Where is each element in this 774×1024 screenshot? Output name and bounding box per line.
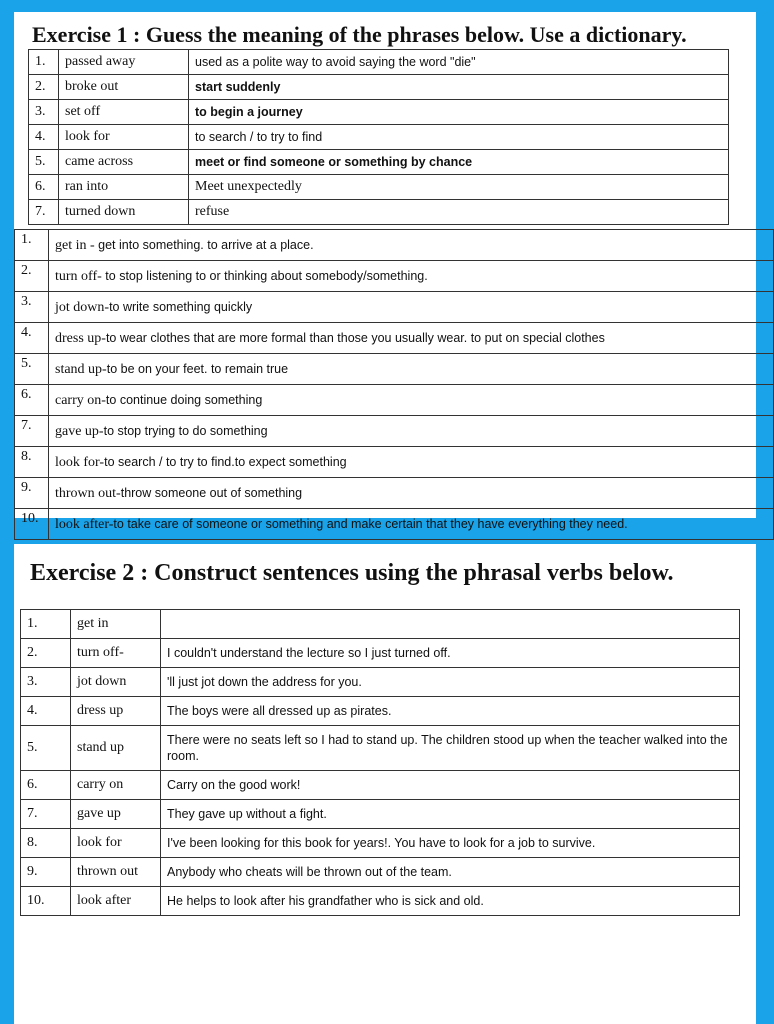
phrasal-verb-cell: get in xyxy=(71,610,161,639)
phrasal-verb-cell: stand up xyxy=(71,726,161,771)
sentence-cell: I couldn't understand the lecture so I just turned off. xyxy=(161,639,740,668)
meaning-cell: Meet unexpectedly xyxy=(189,175,729,200)
row-number: 8. xyxy=(15,447,49,478)
row-number: 1. xyxy=(29,50,59,75)
definition-cell xyxy=(49,416,774,447)
row-number: 4. xyxy=(15,323,49,354)
table-row xyxy=(15,478,774,509)
sentence-cell: There were no seats left so I had to stand up. The children stood up when the teacher walked into the room. xyxy=(161,726,740,771)
phrasal-verb-cell: dress up xyxy=(71,697,161,726)
row-number: 6. xyxy=(29,175,59,200)
table-row xyxy=(21,726,740,771)
definition-cell xyxy=(49,354,774,385)
sentence-cell: They gave up without a fight. xyxy=(161,800,740,829)
table-row xyxy=(29,150,729,175)
row-number: 7. xyxy=(29,200,59,225)
table-row xyxy=(21,697,740,726)
phrasal-verb-cell: look after xyxy=(71,887,161,916)
meaning-cell: start suddenly xyxy=(189,75,729,100)
definition-cell xyxy=(49,292,774,323)
table-row xyxy=(15,323,774,354)
phrasal-verb-cell: carry on xyxy=(71,771,161,800)
definition-text: throw someone out of something xyxy=(120,486,303,500)
row-number: 8. xyxy=(21,829,71,858)
table-row xyxy=(15,385,774,416)
row-number: 2. xyxy=(29,75,59,100)
table-row xyxy=(21,829,740,858)
phrase-cell: ran into xyxy=(59,175,189,200)
table-row xyxy=(21,887,740,916)
row-number: 2. xyxy=(21,639,71,668)
definition-phrase: get in - xyxy=(55,238,99,253)
table-row xyxy=(21,639,740,668)
definition-cell xyxy=(49,385,774,416)
row-number: 5. xyxy=(21,726,71,771)
definition-text: to stop trying to do something xyxy=(103,424,268,438)
sentence-cell: The boys were all dressed up as pirates. xyxy=(161,697,740,726)
table-row xyxy=(29,200,729,225)
phrasal-verb-cell: jot down xyxy=(71,668,161,697)
definition-cell xyxy=(49,447,774,478)
row-number: 3. xyxy=(15,292,49,323)
definition-text: to search / to try to find.to expect something xyxy=(104,455,347,469)
definition-phrase: stand up- xyxy=(55,362,107,377)
row-number: 3. xyxy=(29,100,59,125)
definition-cell xyxy=(49,509,774,540)
exercise-1-meanings-table xyxy=(28,49,729,225)
definition-text: to wear clothes that are more formal than those you usually wear. to put on special clothes xyxy=(105,331,605,345)
sentence-cell: 'll just jot down the address for you. xyxy=(161,668,740,697)
definition-phrase: look for- xyxy=(55,455,105,470)
row-number: 7. xyxy=(15,416,49,447)
phrase-cell: broke out xyxy=(59,75,189,100)
sentence-cell: He helps to look after his grandfather who is sick and old. xyxy=(161,887,740,916)
row-number: 3. xyxy=(21,668,71,697)
meaning-cell: meet or find someone or something by chance xyxy=(189,150,729,175)
exercise-1-panel xyxy=(14,12,756,532)
row-number: 6. xyxy=(15,385,49,416)
row-number: 5. xyxy=(29,150,59,175)
row-number: 2. xyxy=(15,261,49,292)
phrase-cell: look for xyxy=(59,125,189,150)
phrase-cell: came across xyxy=(59,150,189,175)
definition-cell xyxy=(49,478,774,509)
table-row xyxy=(29,175,729,200)
definition-phrase: dress up- xyxy=(55,331,106,346)
meaning-cell: to begin a journey xyxy=(189,100,729,125)
table-row xyxy=(21,858,740,887)
definition-phrase: look after- xyxy=(55,517,114,532)
table-row xyxy=(15,509,774,540)
table-row xyxy=(15,292,774,323)
sentence-cell: I've been looking for this book for years!. You have to look for a job to survive. xyxy=(161,829,740,858)
phrasal-verb-cell: gave up xyxy=(71,800,161,829)
exercise-1-definitions-table xyxy=(14,229,774,540)
table-row xyxy=(15,354,774,385)
definition-text: to stop listening to or thinking about somebody/something. xyxy=(105,269,428,283)
row-number: 4. xyxy=(29,125,59,150)
row-number: 6. xyxy=(21,771,71,800)
definition-phrase: gave up- xyxy=(55,424,104,439)
table-row xyxy=(29,125,729,150)
definition-text: to write something quickly xyxy=(109,300,253,314)
table-row xyxy=(21,771,740,800)
definition-text: to continue doing something xyxy=(105,393,263,407)
row-number: 5. xyxy=(15,354,49,385)
table-row xyxy=(15,447,774,478)
phrase-cell: set off xyxy=(59,100,189,125)
definition-cell xyxy=(49,230,774,261)
definition-text: to be on your feet. to remain true xyxy=(106,362,289,376)
exercise-2-sentences-table xyxy=(20,609,740,916)
table-row xyxy=(15,230,774,261)
meaning-cell: to search / to try to find xyxy=(189,125,729,150)
meaning-cell: refuse xyxy=(189,200,729,225)
meaning-cell: used as a polite way to avoid saying the word "die" xyxy=(189,50,729,75)
table-row xyxy=(29,75,729,100)
definition-phrase: turn off- xyxy=(55,269,106,284)
table-row xyxy=(21,610,740,639)
row-number: 9. xyxy=(15,478,49,509)
table-row xyxy=(21,800,740,829)
definition-phrase: thrown out- xyxy=(55,486,121,501)
exercise-2-title: Exercise 2 : Construct sentences using the phrasal verbs below. xyxy=(30,560,674,586)
phrase-cell: turned down xyxy=(59,200,189,225)
definition-text: get into something. to arrive at a place. xyxy=(98,238,314,252)
table-row xyxy=(29,50,729,75)
phrase-cell: passed away xyxy=(59,50,189,75)
sentence-cell xyxy=(161,610,740,639)
table-row xyxy=(21,668,740,697)
table-row xyxy=(15,261,774,292)
definition-text: to take care of someone or something and make certain that they have everything they need. xyxy=(113,517,628,531)
sentence-cell: Anybody who cheats will be thrown out of the team. xyxy=(161,858,740,887)
definition-phrase: carry on- xyxy=(55,393,106,408)
definition-cell xyxy=(49,261,774,292)
row-number: 9. xyxy=(21,858,71,887)
phrasal-verb-cell: turn off- xyxy=(71,639,161,668)
phrasal-verb-cell: thrown out xyxy=(71,858,161,887)
row-number: 10. xyxy=(21,887,71,916)
row-number: 10. xyxy=(15,509,49,540)
row-number: 4. xyxy=(21,697,71,726)
phrasal-verb-cell: look for xyxy=(71,829,161,858)
sentence-cell: Carry on the good work! xyxy=(161,771,740,800)
row-number: 1. xyxy=(15,230,49,261)
table-row xyxy=(15,416,774,447)
definition-phrase: jot down- xyxy=(55,300,110,315)
table-row xyxy=(29,100,729,125)
exercise-2-panel xyxy=(14,544,756,1024)
row-number: 7. xyxy=(21,800,71,829)
exercise-1-title: Exercise 1 : Guess the meaning of the phrases below. Use a dictionary. xyxy=(32,22,687,47)
definition-cell xyxy=(49,323,774,354)
row-number: 1. xyxy=(21,610,71,639)
